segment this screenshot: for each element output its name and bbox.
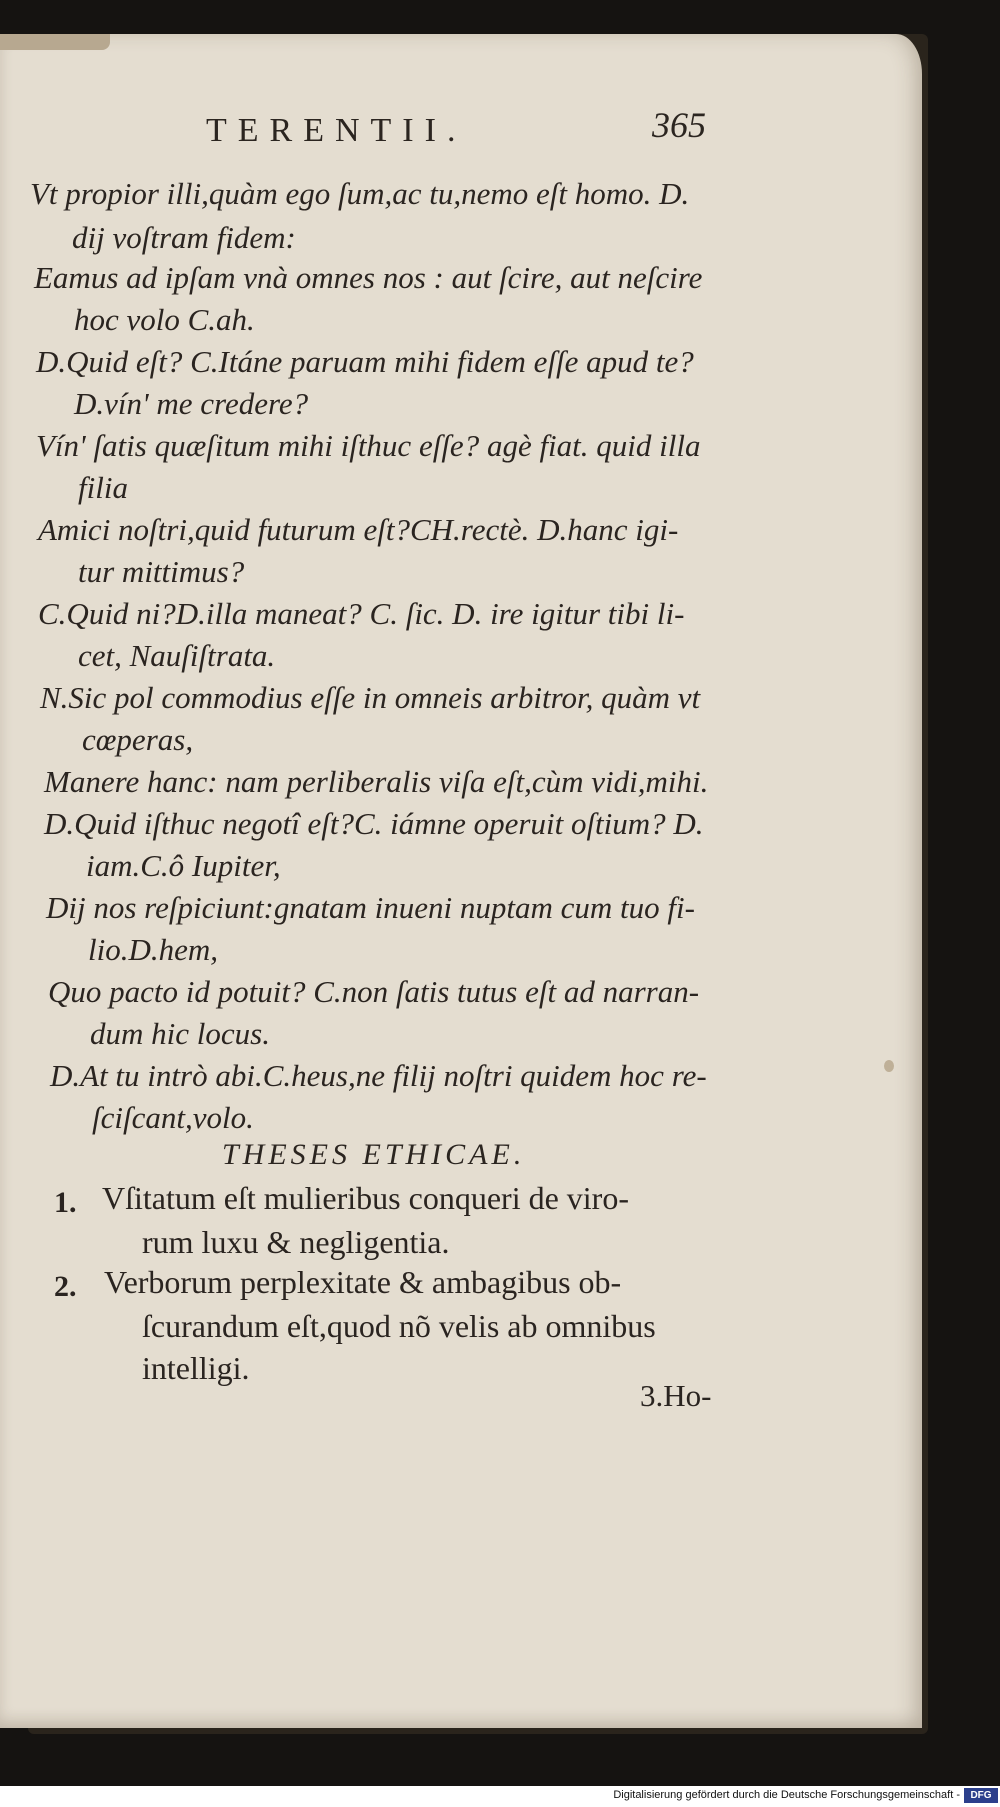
theses-heading: THESES ETHICAE. bbox=[222, 1138, 526, 1171]
verse-line: Quo pacto id potuit? C.non ſatis tutus eſt ad narran- bbox=[48, 974, 700, 1009]
verse-line: tur mittimus? bbox=[78, 554, 245, 589]
verse-line: dum hic locus. bbox=[90, 1016, 270, 1051]
verse-line: Vín' ſatis quæſitum mihi iſthuc eſſe? agè fiat. quid illa bbox=[36, 428, 701, 463]
verse-line: cet, Nauſiſtrata. bbox=[78, 638, 276, 673]
verse-line: cœperas, bbox=[82, 722, 194, 757]
verse-line: lio.D.hem, bbox=[88, 932, 219, 967]
verse-line: iam.C.ô Iupiter, bbox=[86, 848, 281, 883]
thesis-line: Vſitatum eſt mulieribus conqueri de viro- bbox=[102, 1180, 629, 1216]
verse-line: N.Sic pol commodius eſſe in omneis arbitror, quàm vt bbox=[40, 680, 701, 715]
dfg-logo-icon: DFG bbox=[964, 1788, 998, 1803]
page-edge-strip bbox=[0, 34, 110, 50]
page-number: 365 bbox=[652, 105, 706, 145]
verse-line: D.Quid iſthuc negotî eſt?C. iámne operuit oſtium? D. bbox=[44, 806, 704, 841]
verse-line: ſciſcant,volo. bbox=[92, 1100, 254, 1135]
verse-line: Amici noſtri,quid futurum eſt?CH.rectè. D.hanc igi- bbox=[38, 512, 679, 547]
thesis-line: ſcurandum eſt,quod nõ velis ab omnibus bbox=[142, 1308, 656, 1344]
verse-line: D.At tu intrò abi.C.heus,ne filij noſtri quidem hoc re- bbox=[50, 1058, 707, 1093]
catchword: 3.Ho- bbox=[640, 1378, 712, 1413]
verse-line: D.Quid eſt? C.Itáne paruam mihi fidem eſſe apud te? bbox=[36, 344, 694, 379]
thesis-line: Verborum perplexitate & ambagibus ob- bbox=[104, 1264, 622, 1300]
verse-line: hoc volo C.ah. bbox=[74, 302, 255, 337]
verse-line: Eamus ad ipſam vnà omnes nos : aut ſcire, aut neſcire bbox=[34, 260, 703, 295]
thesis-line: rum luxu & negligentia. bbox=[142, 1224, 450, 1260]
verse-line: Manere hanc: nam perliberalis viſa eſt,cùm vidi,mihi. bbox=[44, 764, 709, 799]
thesis-number: 1. bbox=[54, 1186, 77, 1219]
stain-mark bbox=[884, 1060, 894, 1072]
verse-line: filia bbox=[78, 470, 128, 505]
thesis-number: 2. bbox=[54, 1270, 77, 1303]
verse-line: D.vín' me credere? bbox=[74, 386, 309, 421]
verse-line: Dij nos reſpiciunt:gnatam inueni nuptam cum tuo fi- bbox=[46, 890, 695, 925]
verse-line: Vt propior illi,quàm ego ſum,ac tu,nemo eſt homo. D. bbox=[30, 176, 690, 211]
thesis-line: intelligi. bbox=[142, 1350, 250, 1386]
footer-credit: Digitalisierung gefördert durch die Deutsche Forschungsgemeinschaft - bbox=[613, 1789, 960, 1801]
running-head: TERENTII. bbox=[206, 112, 467, 149]
verse-line: C.Quid ni?D.illa maneat? C. ſic. D. ire igitur tibi li- bbox=[38, 596, 685, 631]
verse-line: dij voſtram fidem: bbox=[72, 220, 296, 255]
